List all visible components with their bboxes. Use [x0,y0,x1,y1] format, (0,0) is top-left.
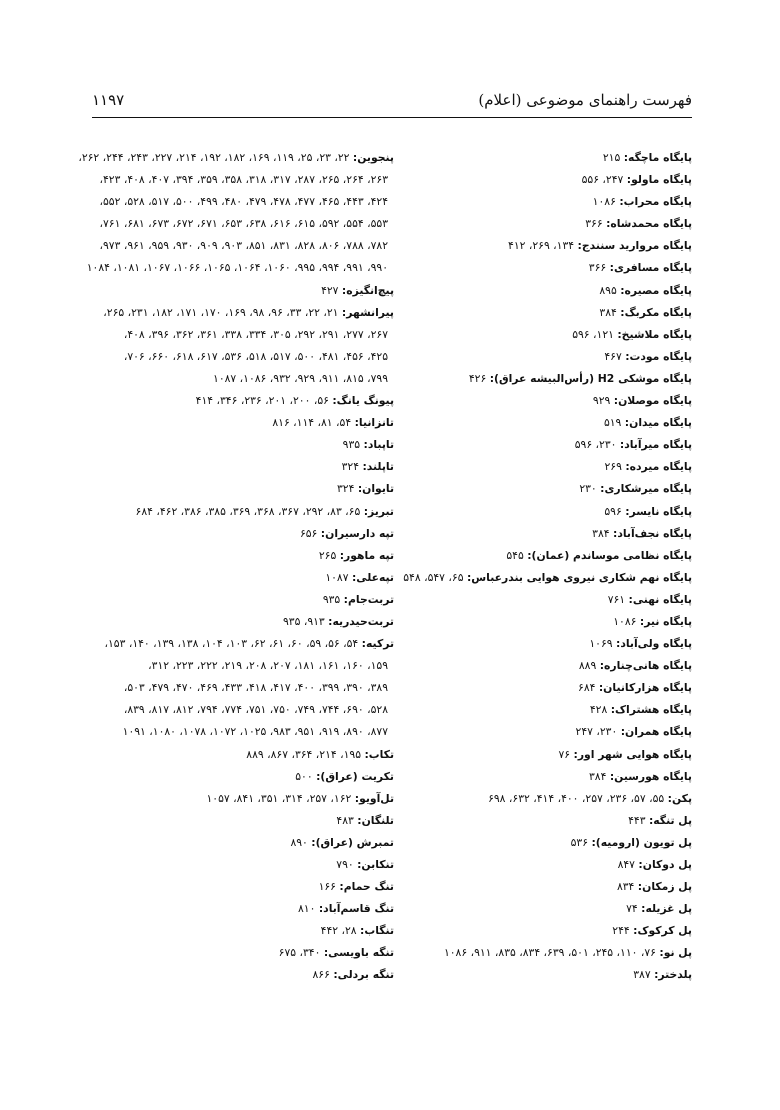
index-entry-pages: ۲۴۷، ۵۵۶ [581,173,627,187]
index-entry [372,434,692,456]
index-entry-pages: ۲۶۹ [604,460,626,474]
index-entry-term: پایگاه هورسین: [609,769,692,783]
index-entry-pages: ۳۴۰، ۶۷۵ [278,946,324,960]
index-entry-pages: ۶۵، ۸۳، ۲۹۲، ۳۶۷، ۳۶۸، ۳۶۹، ۳۸۵، ۳۸۶، ۴۶۲، ۶۸۴ [135,504,364,518]
index-entry-pages: ۸۹۵ [599,283,621,297]
index-entry-term: پایگاه محمدشاه: [606,217,692,231]
index-entry-term: پایگاه نهنی: [628,592,692,606]
index-entry-pages: ۲۶۵ [318,548,340,562]
index-entry-pages: ۷۹۰ [336,858,358,871]
index-entry [372,964,692,986]
index-entry [74,655,394,677]
index-entry [74,235,394,257]
index-entry [74,633,394,655]
index-entry [372,611,692,633]
index-entry-pages: ۸۱۰ [298,902,319,916]
index-entry [74,213,394,235]
index-entry-term: پل زمکان: [637,880,692,894]
index-entry [372,478,692,500]
index-entry-term: پکن: [667,791,692,805]
index-entry [74,832,394,854]
index-entry [372,235,692,257]
index-entry-pages: ۷۶۱ [607,592,629,606]
index-entry-pages: ۲۶۷، ۲۷۷، ۲۹۱، ۲۹۲، ۳۰۵، ۳۳۴، ۳۳۸، ۳۶۱، ۳۶۲، ۳۹۶، ۴۰۸، [123,327,388,341]
index-entry [74,898,394,920]
index-entry-term: پایگاه ماچگه: [623,151,692,164]
index-entry-term: پایگاه هوایی شهر اور: [573,747,692,761]
index-entry-term: تایوان: [357,482,394,496]
index-entry-term: تبریز: [363,504,394,518]
index-entry-pages: ۸۸۹ [578,659,600,673]
index-entry-term: پایگاه نهم شکاری نیروی هوایی بندرعباس: [466,570,692,584]
index-entry-term: پایگاه موصلان: [613,394,692,408]
index-entry-term: پنجوین: [352,151,394,164]
index-entry [74,390,394,412]
index-entry-term: تنگه بردلی: [333,968,394,982]
index-entry-term: پل دوکان: [638,858,692,871]
index-entry-pages: ۳۶۶ [585,217,607,231]
index-entry-pages: ۲۳۰، ۲۴۷ [575,725,621,739]
index-entry-pages: ۵۵، ۵۷، ۲۳۶، ۲۵۷، ۴۰۰، ۴۱۴، ۶۳۲، ۶۹۸ [488,791,668,805]
index-entry-pages: ۳۸۴ [599,305,621,319]
index-entry-pages: ۶۸۴ [578,681,599,695]
index-entry-term: پایگاه مصیره: [620,283,692,297]
index-entry [74,324,394,346]
index-entry [372,412,692,434]
index-entry-term: تاپباد: [363,438,394,452]
index-entry [74,942,394,964]
index-entry-term: پایگاه هزارکانیان: [598,681,692,695]
index-entry-term: پایگاه میدان: [624,416,692,430]
index-entry-term: تنگاب: [360,924,394,938]
index-entry-term: پایگاه هانی‌چناره: [599,659,692,673]
index-entry-pages: ۵۳۶ [570,835,592,849]
index-entry-term: تاپلند: [362,460,394,474]
index-entry-pages: ۱۰۸۶ [592,195,620,209]
index-entry-pages: ۳۲۴ [336,482,358,496]
index-entry-pages: ۳۸۴ [592,526,613,540]
index-entry-pages: ۷۶، ۱۱۰، ۲۴۵، ۵۰۱، ۶۳۹، ۸۳۴، ۸۳۵، ۹۱۱، ۱۰۸۶ [443,946,660,960]
index-entry [74,744,394,766]
index-entry-pages: ۹۲۹ [592,394,614,408]
index-entry [372,191,692,213]
index-entry [74,257,394,279]
header-rule [92,117,692,118]
index-entry-pages: ۶۵۶ [299,526,321,540]
index-entry-pages: ۱۶۲، ۲۵۷، ۳۱۴، ۳۵۱، ۸۴۱، ۱۰۵۷ [206,791,355,805]
index-entry-pages: ۱۶۶ [318,880,340,894]
index-entry-pages: ۱۹۵، ۲۱۴، ۳۶۴، ۸۶۷، ۸۸۹ [246,747,365,761]
index-entry-term: تل‌آویو: [354,791,394,805]
index-entry [74,788,394,810]
index-entry-pages: ۹۳۵ [342,438,364,452]
index-entry-pages: ۱۲۱، ۵۹۶ [572,327,618,341]
index-entry [372,876,692,898]
index-entry-term: پل تویون (ارومیه): [591,835,692,849]
index-entry [74,810,394,832]
index-entry-term: پایگاه نظامی موساندم (عمان): [527,548,692,562]
index-entry [372,744,692,766]
index-entry-pages: ۸۶۶ [312,968,334,982]
index-entry [372,213,692,235]
index-entry-term: پایگاه محراب: [619,195,692,209]
index-entry-term: تربت‌حیدریه: [328,614,394,628]
index-entry [372,920,692,942]
index-entry-term: پایگاه هشتراک: [610,703,692,717]
index-entry [74,567,394,589]
index-entry-pages: ۸۹۰ [290,835,312,849]
index-entry-term: پایگاه میرشکاری: [600,482,692,496]
page-number: ۱۱۹۷ [92,91,125,109]
index-entry-term: پایگاه نیر: [639,614,692,628]
index-entry [372,169,692,191]
index-entry [372,633,692,655]
index-entry [74,721,394,743]
index-entry [74,964,394,986]
index-entry-term: پایگاه ولی‌آباد: [616,637,692,651]
index-entry [372,523,692,545]
page-header [92,88,692,120]
index-entry-term: پل تنگه: [648,813,692,827]
index-entry [74,589,394,611]
index-entry-term: تمبرش (عراق): [311,835,394,849]
index-entry [372,721,692,743]
index-column-right [372,147,692,987]
index-entry-pages: ۵۰۰ [295,769,317,783]
index-entry-term: پیچ‌انگیزه: [341,283,394,297]
index-entry-pages: ۲۳۰، ۵۹۶ [574,438,620,452]
index-entry-pages: ۴۴۳ [628,813,649,827]
index-entry-pages: ۳۶۶ [588,261,610,275]
index-entry-pages: ۲۳۰ [579,482,601,496]
index-entry [372,942,692,964]
index-entry-pages: ۲۶۳، ۲۶۴، ۲۶۵، ۲۸۷، ۳۱۷، ۳۱۸، ۳۵۸، ۳۵۹، ۳۹۴، ۴۰۷، ۴۰۸، ۴۲۳، [99,173,388,187]
index-entry [372,280,692,302]
index-entry-pages: ۴۶۷ [604,349,626,363]
index-entry [74,478,394,500]
index-entry [372,589,692,611]
index-entry-term: تکاب: [364,747,394,761]
index-entry [372,810,692,832]
index-entry [372,832,692,854]
index-entry [74,169,394,191]
index-entry [74,434,394,456]
index-entry-term: پایگاه میرآباد: [619,438,692,452]
index-entry-term: تپه‌علی: [351,570,394,584]
index-entry [74,611,394,633]
index-entry-pages: ۳۲۴ [341,460,363,474]
index-entry-term: تکریت (عراق): [316,769,394,783]
index-entry-pages: ۳۸۴ [588,769,610,783]
index-entry [74,302,394,324]
index-entry-term: پایگاه مودت: [625,349,692,363]
index-entry-pages: ۵۹۶ [604,504,626,518]
index-entry-pages: ۲۴۴ [612,924,634,938]
index-entry [372,324,692,346]
index-entry [372,368,692,390]
index-entry [74,501,394,523]
index-entry [372,655,692,677]
index-entry-term: پیونگ یانگ: [332,394,394,408]
index-entry-term: تپه ماهور: [339,548,394,562]
index-entry-term: پل نو: [659,946,692,960]
index-entry-term: پایگاه نایسر: [625,504,692,518]
index-entry-pages: ۲۲، ۲۳، ۲۵، ۱۱۹، ۱۶۹، ۱۸۲، ۱۹۲، ۲۱۴، ۲۲۷، ۲۴۳، ۲۴۴، ۲۶۲، [78,151,353,164]
index-entry-pages: ۸۷۷، ۸۹۰، ۹۱۹، ۹۵۱، ۹۸۳، ۱۰۲۵، ۱۰۷۲، ۱۰۷۸، ۱۰۸۰، ۱۰۹۱ [122,725,388,739]
index-entry-term: پایگاه موشکی H2 (رأس‌البیشه عراق): [489,371,692,385]
index-entry-term: پایگاه مکربگ: [620,305,692,319]
index-entry-pages: ۵۲۸، ۶۹۰، ۷۴۴، ۷۴۹، ۷۵۰، ۷۵۱، ۷۷۴، ۷۹۴، ۸۱۲، ۸۱۷، ۸۳۹، [123,703,388,717]
index-entry-term: پل غزیله: [641,902,692,916]
index-entry-term: تنگ حمام: [339,880,394,894]
index-entry-term: تپه دارسیران: [320,526,394,540]
index-entry [74,876,394,898]
index-entry [372,898,692,920]
index-entry-pages: ۸۴۷ [617,858,639,871]
index-entry [74,147,394,169]
index-entry-pages: ۵۴۵ [506,548,528,562]
index-entry-pages: ۳۸۷ [633,968,655,982]
index-entry [74,456,394,478]
index-entry-pages: ۵۴، ۵۶، ۵۹، ۶۰، ۶۱، ۶۲، ۱۰۳، ۱۰۴، ۱۳۸، ۱۳۹، ۱۴۰، ۱۵۳، [104,637,362,651]
index-entry-term: تربت‌جام: [343,592,394,606]
index-entry-pages: ۴۲۵، ۴۵۶، ۴۸۱، ۵۰۰، ۵۱۷، ۵۱۸، ۵۳۶، ۶۱۷، ۶۱۸، ۶۶۰، ۷۰۶، [123,349,388,363]
index-entry-term: پایگاه نجف‌آباد: [613,526,692,540]
index-entry-pages: ۲۸، ۴۴۲ [320,924,361,938]
index-entry [372,677,692,699]
index-entry-term: پایگاه مسافری: [609,261,692,275]
index-entry [74,699,394,721]
index-entry-pages: ۹۱۳، ۹۳۵ [283,614,329,628]
index-entry-pages: ۲۱۵ [602,151,624,164]
index-entry [372,346,692,368]
index-entry-pages: ۵۱۹ [603,416,625,430]
index-entry-pages: ۵۴، ۸۱، ۱۱۴، ۸۱۶ [272,416,355,430]
index-entry [74,545,394,567]
index-entry-pages: ۲۱، ۲۲، ۳۳، ۹۶، ۹۸، ۱۶۹، ۱۷۰، ۱۷۱، ۱۸۲، ۲۳۱، ۲۶۵، [103,305,342,319]
index-entry [372,147,692,169]
index-entry-pages: ۷۴ [626,902,642,916]
index-entry [74,523,394,545]
index-entry-pages: ۶۵، ۵۴۷، ۵۴۸ [403,570,467,584]
index-entry-pages: ۳۸۹، ۳۹۰، ۳۹۹، ۴۰۰، ۴۱۷، ۴۱۸، ۴۳۳، ۴۶۹، ۴۷۰، ۴۷۹، ۵۰۳، [123,681,388,695]
index-entry [372,501,692,523]
index-entry [372,390,692,412]
index-entry-term: پایگاه ماولو: [626,173,692,187]
index-entry [372,545,692,567]
index-entry [372,766,692,788]
index-entry-term: تلنگان: [357,813,394,827]
index-entry [372,456,692,478]
index-entry [372,854,692,876]
index-entry [372,699,692,721]
index-entry-pages: ۷۶ [558,747,574,761]
index-entry-pages: ۹۹۰، ۹۹۱، ۹۹۴، ۹۹۵، ۱۰۶۰، ۱۰۶۴، ۱۰۶۵، ۱۰۶۶، ۱۰۶۷، ۱۰۸۱، ۱۰۸۴ [86,261,388,275]
index-entry-term: تانزانیا: [354,416,394,430]
index-entry [74,920,394,942]
index-entry-pages: ۷۸۲، ۷۸۸، ۸۰۶، ۸۲۸، ۸۳۱، ۸۵۱، ۹۰۳، ۹۰۹، ۹۳۰، ۹۵۹، ۹۶۱، ۹۷۳، [99,239,388,253]
index-entry-pages: ۴۲۷ [321,283,342,297]
index-entry-pages: ۸۳۴ [616,880,638,894]
index-entry-pages: ۴۸۳ [336,813,358,827]
index-entry [74,191,394,213]
index-entry-term: پایگاه مروارید سنندج: [577,239,692,253]
index-entry-pages: ۴۲۶ [468,371,490,385]
index-entry [74,412,394,434]
index-entry-pages: ۴۲۸ [589,703,611,717]
index-entry-term: پایگاه ملاشیخ: [617,327,692,341]
index-entry-pages: ۹۳۵ [322,592,344,606]
index-entry [372,567,692,589]
index-entry-term: پایگاه میرده: [625,460,692,474]
index-entry-term: تنکابن: [357,858,394,871]
index-entry-pages: ۵۶، ۲۰۰، ۲۰۱، ۲۳۶، ۳۴۶، ۴۱۴ [195,394,333,408]
index-entry [74,368,394,390]
index-entry-term: پایگاه همران: [620,725,692,739]
index-entry [372,302,692,324]
index-entry-term: پلدختر: [654,968,692,982]
index-entry-pages: ۴۲۴، ۴۴۳، ۴۶۵، ۴۷۷، ۴۷۸، ۴۷۹، ۴۸۰، ۴۹۹، ۵۰۰، ۵۱۷، ۵۲۸، ۵۵۲، [99,195,388,209]
index-entry-pages: ۱۰۶۹ [589,637,617,651]
index-entry-term: پیرانشهر: [341,305,394,319]
index-entry [74,677,394,699]
index-entry [372,788,692,810]
index-entry-pages: ۵۵۳، ۵۵۴، ۵۹۲، ۶۱۵، ۶۱۶، ۶۳۸، ۶۵۳، ۶۷۱، ۶۷۲، ۶۷۳، ۶۸۱، ۷۶۱، [99,217,388,231]
index-column-left [74,147,394,987]
index-entry-pages: ۷۹۹، ۸۱۵، ۹۱۱، ۹۲۹، ۹۳۲، ۱۰۸۶، ۱۰۸۷ [213,371,388,385]
index-entry-pages: ۱۳۴، ۲۶۹، ۴۱۲ [508,239,578,253]
index-entry [372,257,692,279]
index-entry-pages: ۱۰۸۶ [613,614,640,628]
index-entry [74,280,394,302]
index-entry-term: پل کرکوک: [633,924,692,938]
index-entry-term: تنگ قاسم‌آباد: [318,902,394,916]
running-title: فهرست راهنمای موضوعی (اعلام) [478,91,692,109]
index-entry [74,346,394,368]
index-entry [74,766,394,788]
index-entry-pages: ۱۰۸۷ [325,570,352,584]
index-entry-term: ترکیه: [361,637,394,651]
index-entry-term: تنگه باویسی: [323,946,394,960]
index-entry-pages: ۱۵۹، ۱۶۰، ۱۶۱، ۱۸۱، ۲۰۷، ۲۰۸، ۲۱۹، ۲۲۲، ۲۲۳، ۳۱۲، [148,659,388,673]
index-entry [74,854,394,876]
